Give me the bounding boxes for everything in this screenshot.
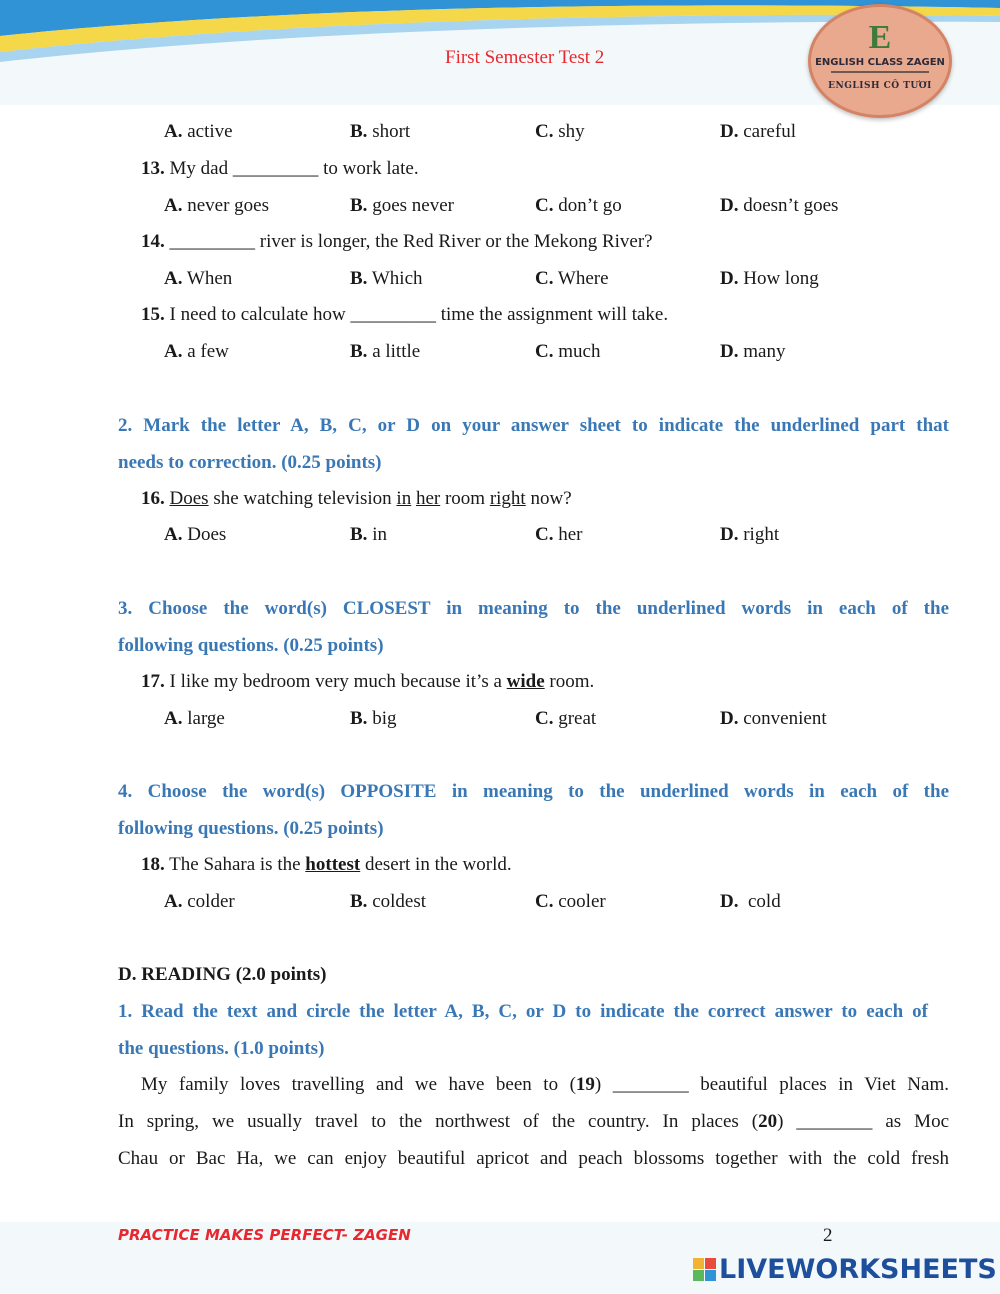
q12-option-a: A. active	[164, 121, 233, 142]
q16-option-b: B. in	[350, 524, 387, 545]
q15-option-c: C. much	[535, 341, 601, 362]
logo-divider	[831, 71, 929, 73]
q13-option-b: B. goes never	[350, 195, 454, 216]
q18-option-c: C. cooler	[535, 891, 606, 912]
reading-line-1: My family loves travelling and we have been to (19) ________ beautiful places in Viet Nam.	[141, 1074, 949, 1095]
section-2-instruction-line2: needs to correction. (0.25 points)	[118, 452, 382, 473]
footer-motto: PRACTICE MAKES PERFECT- ZAGEN	[118, 1226, 411, 1244]
question-18: 18. The Sahara is the hottest desert in the world.	[141, 854, 512, 875]
section-d1-instruction-line1: 1. Read the text and circle the letter A, B, C, or D to indicate the correct answer to each of	[118, 1001, 928, 1022]
q17-option-a: A. large	[164, 708, 225, 729]
blank-20-number: 20	[758, 1111, 778, 1132]
logo-letter: E	[868, 19, 892, 56]
q18-option-d: D. cold	[720, 891, 781, 912]
q16-option-c: C. her	[535, 524, 583, 545]
section-3-instruction-line1: 3. Choose the word(s) CLOSEST in meaning to the underlined words in each of the	[118, 598, 949, 619]
liveworksheets-logo-icon	[693, 1258, 717, 1282]
page-header-title: First Semester Test 2	[445, 47, 605, 68]
section-3-instruction-line2: following questions. (0.25 points)	[118, 635, 384, 656]
reading-line-2: In spring, we usually travel to the northwest of the country. In places (20) ________ as Moc	[118, 1111, 949, 1132]
logo-subtitle: ENGLISH CÔ TƯƠI	[828, 81, 932, 91]
page-number: 2	[823, 1225, 833, 1246]
q15-option-d: D. many	[720, 341, 786, 362]
q12-option-d: D. careful	[720, 121, 796, 142]
q18-option-b: B. coldest	[350, 891, 427, 912]
q15-option-b: B. a little	[350, 341, 421, 362]
q17-option-b: B. big	[350, 708, 397, 729]
reading-line-3: Chau or Bac Ha, we can enjoy beautiful apricot and peach blossoms together with the cold fresh	[118, 1148, 949, 1169]
question-14: 14. _________ river is longer, the Red River or the Mekong River?	[141, 231, 653, 252]
q14-option-b: B. Which	[350, 268, 423, 289]
q13-option-c: C. don’t go	[535, 195, 622, 216]
blank-19-number: 19	[575, 1074, 595, 1095]
q16-option-a: A. Does	[164, 524, 227, 545]
q17-key-word: wide	[506, 671, 545, 692]
q13-option-a: A. never goes	[164, 195, 270, 216]
q16-part-c: her	[415, 488, 441, 509]
q17-option-d: D. convenient	[720, 708, 827, 729]
q14-option-c: C. Where	[535, 268, 609, 289]
q18-key-word: hottest	[305, 854, 361, 875]
question-16: 16. Does she watching television in her room right now?	[141, 488, 572, 509]
q14-option-a: A. When	[164, 268, 233, 289]
question-13: 13. My dad _________ to work late.	[141, 158, 419, 179]
q17-option-c: C. great	[535, 708, 597, 729]
section-d1-instruction-line2: the questions. (1.0 points)	[118, 1038, 325, 1059]
q18-option-a: A. colder	[164, 891, 235, 912]
section-4-instruction-line2: following questions. (0.25 points)	[118, 818, 384, 839]
school-logo	[808, 4, 952, 118]
q12-option-c: C. shy	[535, 121, 585, 142]
section-d-title: D. READING (2.0 points)	[118, 964, 327, 985]
q15-option-a: A. a few	[164, 341, 229, 362]
q14-option-d: D. How long	[720, 268, 819, 289]
q16-option-d: D. right	[720, 524, 780, 545]
logo-title: ENGLISH CLASS ZAGEN	[815, 57, 945, 68]
section-2-instruction-line1: 2. Mark the letter A, B, C, or D on your answer sheet to indicate the underlined part that	[118, 415, 949, 436]
q12-option-b: B. short	[350, 121, 411, 142]
liveworksheets-wordmark: LIVEWORKSHEETS	[719, 1254, 997, 1285]
question-17: 17. I like my bedroom very much because it’s a wide room.	[141, 671, 595, 692]
q16-part-b: in	[396, 488, 412, 509]
q13-option-d: D. doesn’t goes	[720, 195, 839, 216]
question-15: 15. I need to calculate how _________ time the assignment will take.	[141, 304, 669, 325]
q16-part-d: right	[489, 488, 526, 509]
q16-part-a: Does	[169, 488, 209, 509]
section-4-instruction-line1: 4. Choose the word(s) OPPOSITE in meaning to the underlined words in each of the	[118, 781, 949, 802]
